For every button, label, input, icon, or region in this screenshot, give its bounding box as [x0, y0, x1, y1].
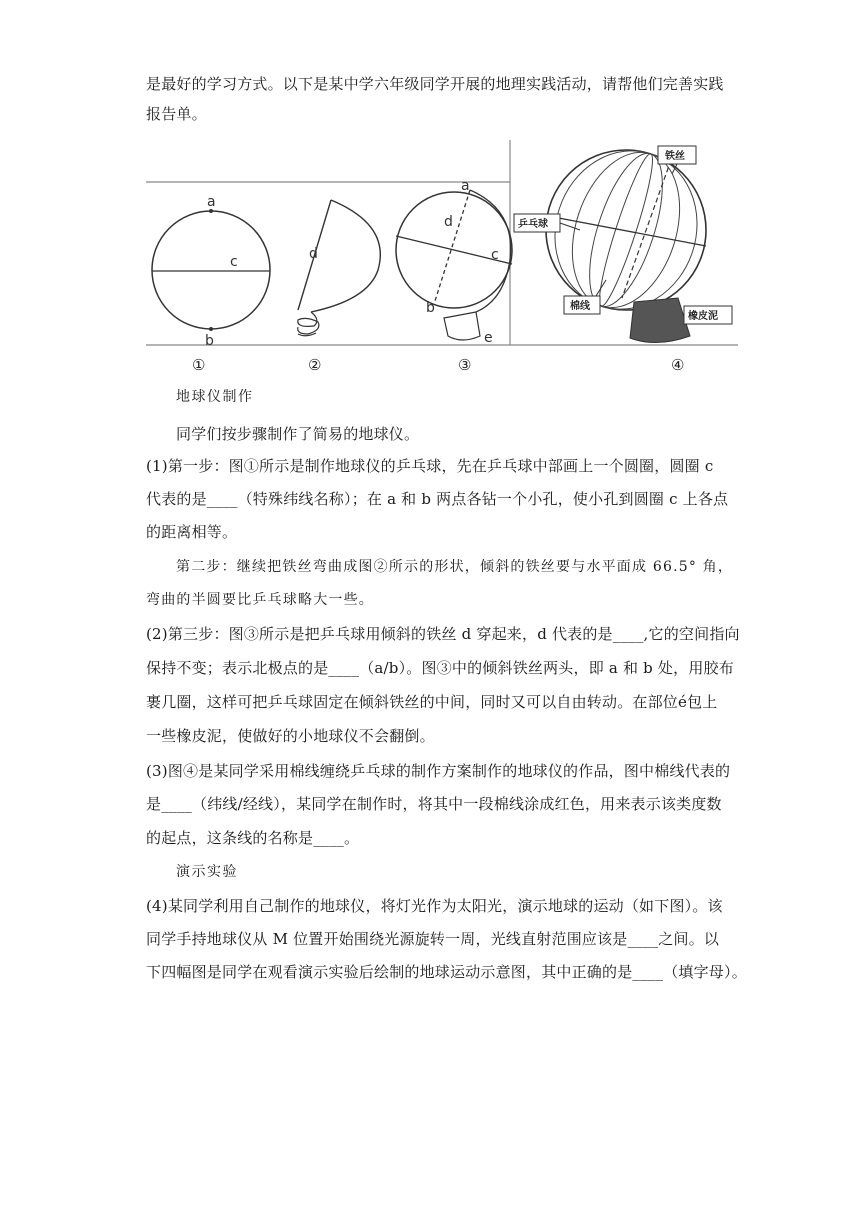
fig1-label-c: c — [230, 254, 238, 270]
fig4-axis-wire — [622, 160, 671, 298]
fig3-label-a: a — [461, 178, 470, 194]
globe-figure-svg — [146, 140, 738, 375]
fig1-ball — [152, 194, 270, 349]
fig2-wire — [298, 200, 381, 336]
fig4-thread-3 — [575, 145, 678, 314]
fig4-tag-ball-leader — [560, 223, 580, 230]
globe-making-figure — [146, 140, 738, 375]
q3-line-3: 的起点，这条线的名称是____。 — [146, 829, 360, 847]
q1-line-2: 代表的是____（特殊纬线名称）；在 a 和 b 两点各钻一个小孔，使小孔到圆圈 c 上各点 — [146, 490, 729, 508]
intro-line-1: 是最好的学习方式。以下是某中学六年级同学开展的地理实践活动，请帮他们完善实践 — [146, 75, 724, 93]
fig4-globe — [514, 140, 732, 343]
q4-line-1: (4)某同学利用自己制作的地球仪，将灯光作为太阳光，演示地球的运动（如下图）。该 — [146, 897, 723, 915]
section1-intro: 同学们按步骤制作了简易的地球仪。 — [176, 425, 420, 443]
fig2-spring-base — [298, 312, 319, 336]
section2-title: 演示实验 — [176, 864, 238, 880]
section1-title: 地球仪制作 — [176, 389, 254, 405]
q2-line-4: 一些橡皮泥，使做好的小地球仪不会翻倒。 — [146, 727, 435, 745]
fig4-tag-clay: 橡皮泥 — [688, 311, 718, 322]
q3-line-1: (3)图④是某同学采用棉线缠绕乒乓球的制作方案制作的地球仪的作品，图中棉线代表的 — [146, 762, 731, 780]
fig4-tag-cotton-leader — [596, 280, 606, 296]
step2-line-2: 弯曲的半圆要比乒乓球略大一些。 — [146, 592, 374, 608]
fig2-semicircle — [311, 200, 380, 312]
fig1-number: ① — [192, 356, 206, 374]
fig1-point-b — [209, 327, 213, 331]
fig4-ball — [546, 150, 706, 310]
fig3-axis-wire — [435, 190, 470, 301]
fig3-base — [444, 312, 480, 340]
fig4-equator-line — [548, 216, 706, 246]
fig3-label-e: e — [484, 330, 493, 346]
fig3-label-c: c — [491, 247, 499, 263]
step2-line-1: 第二步：继续把铁丝弯曲成图②所示的形状，倾斜的铁丝要与水平面成 66.5° 角， — [176, 559, 734, 575]
fig4-tag-wire: 铁丝 — [665, 151, 685, 162]
fig2-label-d: d — [309, 246, 318, 262]
fig1-label-a: a — [207, 194, 216, 210]
fig3-label-b: b — [426, 300, 435, 316]
q1-line-1: (1)第一步：图①所示是制作地球仪的乒乓球，先在乒乓球中部画上一个圆圈，圆圈 c — [146, 457, 714, 475]
fig3-label-d: d — [444, 214, 453, 230]
fig4-tag-cotton: 棉线 — [570, 301, 590, 312]
q2-line-3: 裹几圈，这样可把乒乓球固定在倾斜铁丝的中间，同时又可以自由转动。在部位é包上 — [146, 693, 718, 711]
fig4-tag-ball: 乒乓球 — [518, 219, 548, 230]
q2-line-2: 保持不变；表示北极点的是____（a/b）。图③中的倾斜铁丝两头，即 a 和 b 处，用胶布 — [146, 659, 734, 677]
fig1-label-b: b — [205, 333, 214, 349]
fig3-globe — [396, 178, 512, 346]
q4-line-3: 下四幅图是同学在观看演示实验后绘制的地球运动示意图，其中正确的是____（填字母）。 — [146, 963, 747, 981]
fig2-number: ② — [308, 356, 322, 374]
fig1-circle — [152, 211, 270, 329]
q4-line-2: 同学手持地球仪从 M 位置开始围绕光源旋转一周，光线直射范围应该是____之间。以 — [146, 930, 720, 948]
q2-line-1: (2)第三步：图③所示是把乒乓球用倾斜的铁丝 d 穿起来，d 代表的是____,它的空间指向 — [146, 625, 740, 643]
intro-line-2: 报告单。 — [146, 105, 207, 123]
fig3-number: ③ — [458, 356, 472, 374]
q3-line-2: 是____（纬线/经线），某同学在制作时，将其中一段棉线涂成红色，用来表示该类度数 — [146, 795, 722, 813]
fig4-clay-base — [630, 298, 690, 343]
q1-line-3: 的距离相等。 — [146, 523, 238, 541]
fig4-number: ④ — [671, 356, 685, 374]
